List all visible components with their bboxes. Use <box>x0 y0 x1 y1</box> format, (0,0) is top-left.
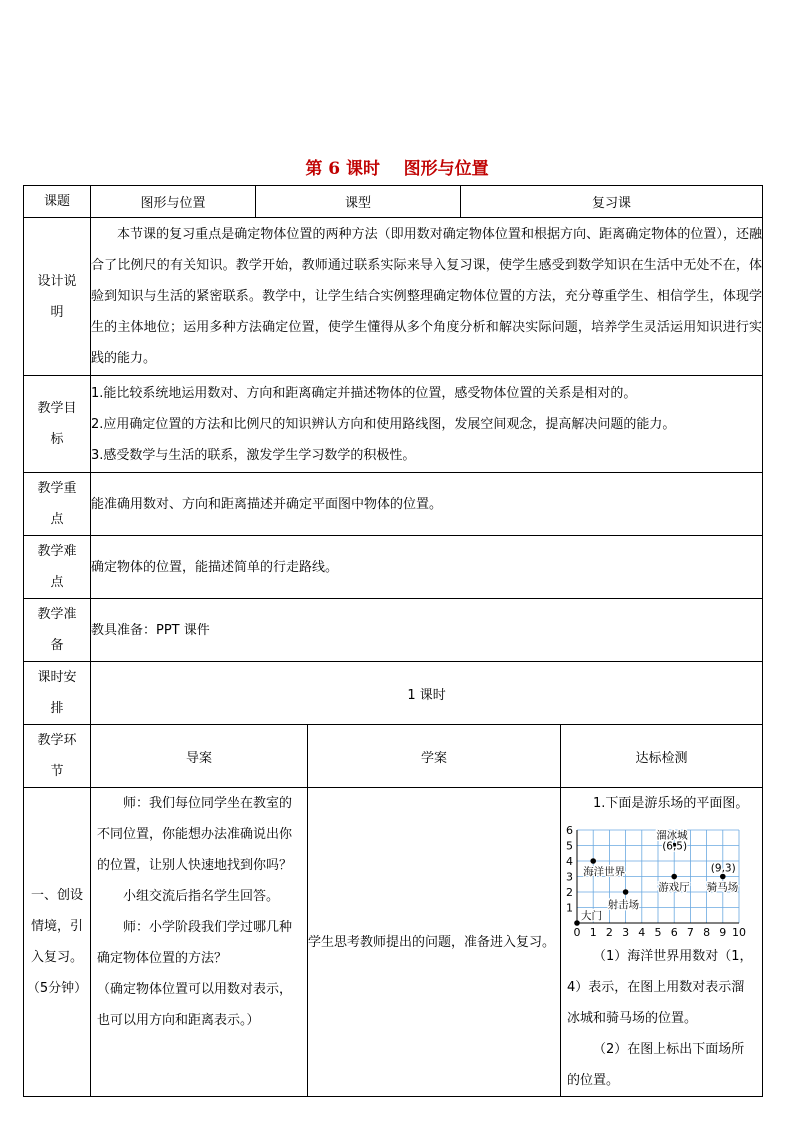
design-row <box>24 218 763 376</box>
x-tick-label: 1 <box>589 926 597 939</box>
topic-value: 图形与位置 <box>91 186 256 218</box>
topic-row <box>24 186 763 218</box>
type-label: 课型 <box>256 186 461 218</box>
x-tick-label: 5 <box>654 926 662 939</box>
x-tick-label: 10 <box>732 926 747 939</box>
x-tick-label: 9 <box>719 926 727 939</box>
stage1-study: 学生思考教师提出的问题，准备进入复习。 <box>308 788 561 1097</box>
prep-text: 教具准备：PPT 课件 <box>91 599 763 662</box>
x-tick-label: 2 <box>605 926 613 939</box>
guide-paragraph: （确定物体位置可以用数对表示，也可以用方向和距离表示。） <box>97 982 293 1028</box>
y-tick-label: 5 <box>566 839 574 853</box>
study-header: 学案 <box>308 725 561 788</box>
difficulty-label: 教学难 点 <box>24 536 91 599</box>
stage1-row <box>24 788 763 1097</box>
stage1-guide <box>91 788 308 1097</box>
guide-paragraph: 师：小学阶段我们学过哪几种确定物体位置的方法？ <box>97 920 293 966</box>
lesson-topic: 图形与位置 <box>403 159 489 179</box>
goals-label: 教学目 标 <box>24 376 91 473</box>
goal-item: 3.感受数学与生活的联系，激发学生学习数学的积极性。 <box>91 447 416 463</box>
guide-header: 导案 <box>91 725 308 788</box>
page-title <box>0 154 794 179</box>
prep-label: 教学准 备 <box>24 599 91 662</box>
goal-item: 1.能比较系统地运用数对、方向和距离确定并描述物体的位置，感受物体位置的关系是相对的。 <box>91 385 637 401</box>
x-tick-label: 8 <box>703 926 711 939</box>
key-text: 能准确用数对、方向和距离描述并确定平面图中物体的位置。 <box>91 473 763 536</box>
point-name-label: 射击场 <box>607 899 640 911</box>
x-tick-label: 4 <box>638 926 646 939</box>
goals-list <box>91 376 763 473</box>
key-row <box>24 473 763 536</box>
design-label: 设计说 明 <box>24 218 91 376</box>
goals-row <box>24 376 763 473</box>
time-row <box>24 662 763 725</box>
x-tick-label: 7 <box>686 926 694 939</box>
guide-paragraph: 师：我们每位同学坐在教室的不同位置，你能想办法准确说出你的位置，让别人快速地找到你吗？ <box>97 796 293 873</box>
data-point <box>590 858 596 864</box>
difficulty-row <box>24 536 763 599</box>
park-map-chart <box>565 819 765 941</box>
prep-row <box>24 599 763 662</box>
data-point <box>671 874 677 880</box>
goal-item: 2.应用确定位置的方法和比例尺的知识辨认方向和使用路线图，发展空间观念，提高解决问题的能力。 <box>91 416 676 432</box>
data-point <box>574 920 580 926</box>
y-tick-label: 4 <box>566 855 574 868</box>
time-label: 课时安 排 <box>24 662 91 725</box>
y-tick-label: 2 <box>566 886 574 899</box>
data-point <box>720 874 726 880</box>
topic-label: 课题 <box>24 186 91 218</box>
difficulty-text: 确定物体的位置，能描述简单的行走路线。 <box>91 536 763 599</box>
stage-label: 教学环 节 <box>24 725 91 788</box>
y-tick-label: 6 <box>566 824 574 837</box>
x-tick-label: 3 <box>622 926 630 939</box>
stage1-check <box>561 788 763 1097</box>
check-paragraph: （2）在图上标出下面场所的位置。 <box>567 1042 745 1088</box>
check-paragraph: 1.下面是游乐场的平面图。 <box>593 796 749 811</box>
point-name-label: 大门 <box>581 910 603 922</box>
y-tick-label: 1 <box>566 901 574 915</box>
data-point <box>623 889 629 895</box>
y-tick-label: 3 <box>566 870 574 884</box>
type-value: 复习课 <box>461 186 763 218</box>
stage-header-row <box>24 725 763 788</box>
point-name-label: 游戏厅 <box>658 881 690 894</box>
point-name-label: 海洋世界 <box>583 866 626 878</box>
point-name-label: 骑马场 <box>706 881 739 894</box>
key-label: 教学重 点 <box>24 473 91 536</box>
x-tick-label: 6 <box>670 926 678 939</box>
guide-paragraph: 小组交流后指名学生回答。 <box>123 889 280 904</box>
point-coord-label: (9,3) <box>710 862 736 875</box>
x-tick-label: 0 <box>573 926 581 939</box>
point-name-label: 溜冰城 <box>656 829 688 842</box>
check-header: 达标检测 <box>561 725 763 788</box>
lesson-plan-table <box>23 185 763 1097</box>
check-paragraph: （1）海洋世界用数对（1，4）表示，在图上用数对表示溜冰城和骑马场的位置。 <box>567 949 753 1026</box>
time-text: 1 课时 <box>91 662 763 725</box>
design-text: 本节课的复习重点是确定物体位置的两种方法（即用数对确定物体位置和根据方向、距离确定物体的位置），还融合了比例尺的有关知识。教学开始，教师通过联系实际来导入复习课，使学生感受到数学知识在生活中无处不在，体验到知识与生活的紧密联系。教学中，让学生结合实例整理确定物体位置的方法，充分尊重学生、相信学生，体现学生的主体地位；运用多种方法确定位置，使学生懂得从多个角度分析和解决实际问题，培养学生灵活运用知识进行实践的能力。 <box>91 218 763 376</box>
lesson-number: 第 6 课时 <box>305 159 380 179</box>
point-coord-label: (6,5) <box>662 840 688 853</box>
stage1-label: 一、创设 情境，引 入复习。 （5分钟） <box>24 788 91 1097</box>
